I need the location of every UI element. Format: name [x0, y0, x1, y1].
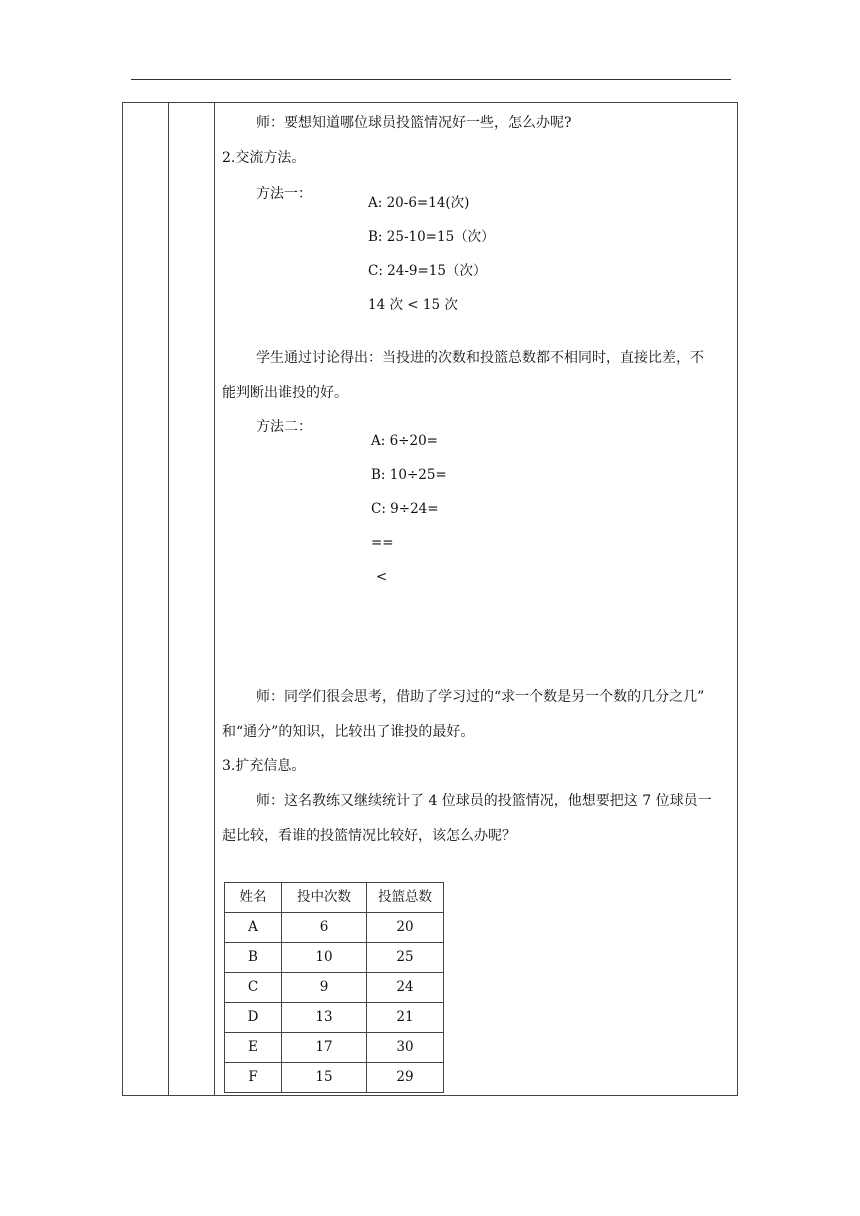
- cell-total: 24: [367, 973, 444, 1003]
- cell-total: 30: [367, 1033, 444, 1063]
- method-one-line-a: A: 20-6=14(次): [368, 195, 470, 211]
- column-divider: [214, 103, 215, 1095]
- cell-made: 17: [282, 1033, 367, 1063]
- method-one-compare: 14 次 < 15 次: [368, 297, 458, 313]
- table-row: [225, 1063, 444, 1093]
- header-name: 姓名: [225, 883, 282, 913]
- section-heading-expand: 3.扩充信息。: [222, 758, 306, 774]
- header-made: 投中次数: [282, 883, 367, 913]
- teacher-summary-line-2: 和“通分”的知识，比较出了谁投的最好。: [222, 724, 475, 740]
- table-row: [225, 913, 444, 943]
- method-one-line-b: B: 25-10=15（次）: [368, 229, 495, 245]
- table-row: [225, 1003, 444, 1033]
- teacher-summary-line-1: 师：同学们很会思考，借助了学习过的“求一个数是另一个数的几分之几”: [256, 689, 705, 705]
- method-two-label: 方法二：: [256, 419, 312, 435]
- table-row: [225, 973, 444, 1003]
- cell-made: 6: [282, 913, 367, 943]
- cell-name: B: [225, 943, 282, 973]
- header-total: 投篮总数: [367, 883, 444, 913]
- cell-total: 20: [367, 913, 444, 943]
- section-heading-exchange: 2.交流方法。: [222, 150, 306, 166]
- cell-total: 29: [367, 1063, 444, 1093]
- method-two-less-than: <: [376, 569, 388, 585]
- cell-name: E: [225, 1033, 282, 1063]
- student-conclusion-line-1: 学生通过讨论得出：当投进的次数和投篮总数都不相同时，直接比差，不: [256, 350, 704, 366]
- cell-name: C: [225, 973, 282, 1003]
- teacher-prompt-line-2: 起比较，看谁的投篮情况比较好，该怎么办呢？: [222, 828, 516, 844]
- teacher-question: 师：要想知道哪位球员投篮情况好一些，怎么办呢?: [256, 115, 572, 131]
- cell-name: A: [225, 913, 282, 943]
- header-rule: [131, 79, 731, 80]
- table-header-row: [225, 883, 444, 913]
- column-divider: [168, 103, 169, 1095]
- cell-total: 21: [367, 1003, 444, 1033]
- cell-total: 25: [367, 943, 444, 973]
- method-two-equals: ==: [371, 535, 394, 551]
- method-two-line-c: C: 9÷24=: [371, 501, 439, 517]
- table-row: [225, 1033, 444, 1063]
- table-row: [225, 943, 444, 973]
- cell-made: 10: [282, 943, 367, 973]
- cell-made: 13: [282, 1003, 367, 1033]
- cell-made: 15: [282, 1063, 367, 1093]
- cell-name: D: [225, 1003, 282, 1033]
- method-one-line-c: C: 24-9=15（次）: [368, 263, 487, 279]
- student-conclusion-line-2: 能判断出谁投的好。: [222, 385, 348, 401]
- cell-made: 9: [282, 973, 367, 1003]
- shooting-stats-table: [224, 882, 444, 1093]
- method-two-line-a: A: 6÷20=: [371, 433, 438, 449]
- teacher-prompt-line-1: 师：这名教练又继续统计了 4 位球员的投篮情况，他想要把这 7 位球员一: [256, 793, 712, 809]
- method-two-line-b: B: 10÷25=: [371, 467, 447, 483]
- cell-name: F: [225, 1063, 282, 1093]
- method-one-label: 方法一：: [256, 186, 312, 202]
